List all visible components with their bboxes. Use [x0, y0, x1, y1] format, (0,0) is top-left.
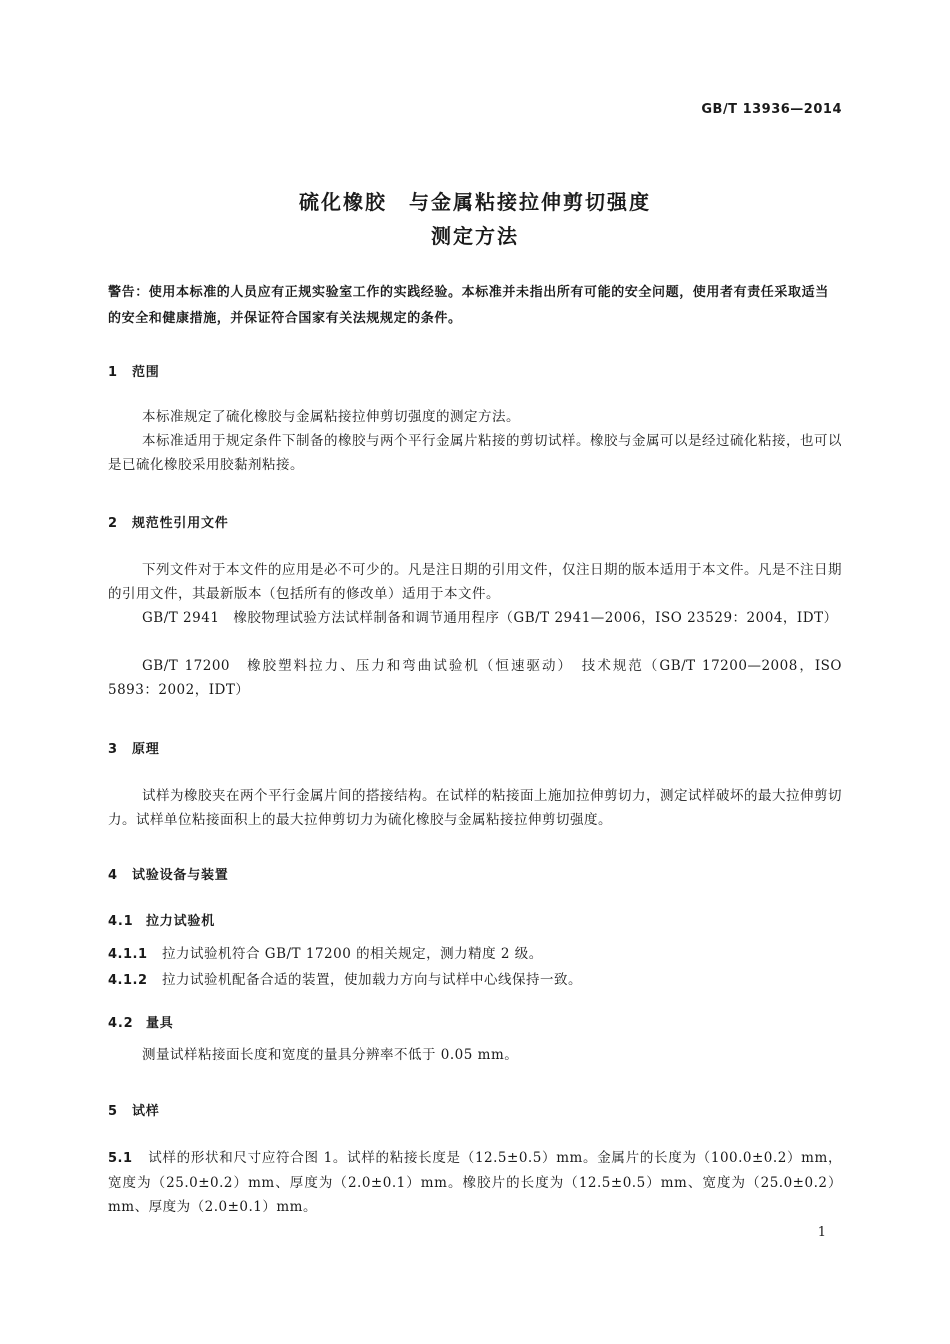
clause-5-1 — [108, 1146, 842, 1219]
safety-warning: 警告：使用本标准的人员应有正规实验室工作的实践经验。本标准并未指出所有可能的安全问题，使用者有责任采取适当的安全和健康措施，并保证符合国家有关法规规定的条件。 — [108, 285, 829, 326]
subsection-title: 量具 — [146, 1016, 174, 1031]
subsection-4-1-heading — [108, 910, 215, 929]
clause-number: 5.1 — [108, 1151, 133, 1166]
document-number: GB/T 13936—2014 — [701, 102, 842, 117]
clause-text: 试样的形状和尺寸应符合图 1。试样的粘接长度是（12.5±0.5）mm。金属片的长度为（100.0±0.2）mm，宽度为（25.0±0.2）mm、厚度为（2.0±0.1）mm。橡胶片的长度为（12.5±0.5）mm、宽度为（25.0±0.2）mm、厚度为（2.0±0.1）mm。 — [108, 1150, 842, 1215]
section-number: 1 — [108, 365, 118, 380]
section-2-paragraph-1: 下列文件对于本文件的应用是必不可少的。凡是注日期的引用文件，仅注日期的版本适用于本文件。凡是不注日期的引用文件，其最新版本（包括所有的修改单）适用于本文件。 — [108, 562, 842, 602]
section-number: 3 — [108, 742, 118, 757]
section-title: 试验设备与装置 — [132, 868, 229, 883]
section-number: 2 — [108, 516, 118, 531]
section-3-paragraph-1: 试样为橡胶夹在两个平行金属片间的搭接结构。在试样的粘接面上施加拉伸剪切力，测定试样破坏的最大拉伸剪切力。试样单位粘接面积上的最大拉伸剪切力为硫化橡胶与金属粘接拉伸剪切强度。 — [108, 788, 842, 828]
clause-text: 拉力试验机配备合适的装置，使加载力方向与试样中心线保持一致。 — [162, 972, 582, 988]
section-1-heading — [108, 361, 160, 380]
section-1-paragraph-1: 本标准规定了硫化橡胶与金属粘接拉伸剪切强度的测定方法。 — [142, 409, 520, 425]
clause-number: 4.1.2 — [108, 973, 148, 988]
subsection-title: 拉力试验机 — [146, 914, 216, 929]
page-number: 1 — [817, 1225, 826, 1240]
section-2-heading — [108, 512, 229, 531]
section-number: 4 — [108, 868, 118, 883]
section-3-heading — [108, 738, 160, 757]
section-4-heading — [108, 864, 229, 883]
clause-4-1-2 — [108, 968, 842, 993]
subsection-number: 4.2 — [108, 1016, 134, 1031]
section-5-heading — [108, 1100, 160, 1119]
subsection-number: 4.1 — [108, 914, 134, 929]
clause-number: 4.1.1 — [108, 947, 148, 962]
normative-reference-gbt2941: GB/T 2941 橡胶物理试验方法试样制备和调节通用程序（GB/T 2941—2006，ISO 23529：2004，IDT） — [142, 610, 838, 626]
section-1-paragraph-2: 本标准适用于规定条件下制备的橡胶与两个平行金属片粘接的剪切试样。橡胶与金属可以是经过硫化粘接，也可以是已硫化橡胶采用胶黏剂粘接。 — [108, 433, 842, 473]
normative-reference-gbt17200: GB/T 17200 橡胶塑料拉力、压力和弯曲试验机（恒速驱动） 技术规范（GB/T 17200—2008，ISO 5893：2002，IDT） — [108, 658, 842, 698]
section-title: 规范性引用文件 — [132, 516, 229, 531]
clause-text: 拉力试验机符合 GB/T 17200 的相关规定，测力精度 2 级。 — [162, 946, 543, 962]
section-title: 原理 — [132, 742, 160, 757]
section-number: 5 — [108, 1104, 118, 1119]
document-title-line-1: 硫化橡胶 与金属粘接拉伸剪切强度 — [299, 190, 651, 214]
clause-4-1-1 — [108, 942, 842, 967]
section-title: 范围 — [132, 365, 160, 380]
subsection-4-2-heading — [108, 1012, 174, 1031]
section-title: 试样 — [132, 1104, 160, 1119]
subsection-4-2-paragraph: 测量试样粘接面长度和宽度的量具分辨率不低于 0.05 mm。 — [142, 1047, 519, 1063]
document-title-line-2: 测定方法 — [431, 224, 519, 248]
